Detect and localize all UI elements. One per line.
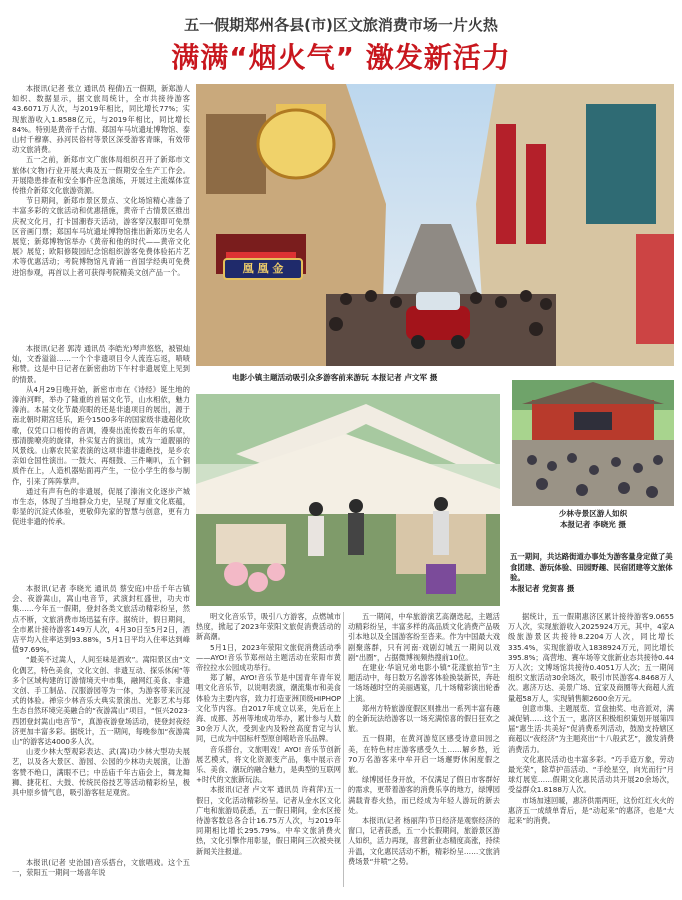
main-photo-caption: 电影小镇主题活动吸引众多游客前来游玩 本报记者 卢文军 摄 [232,373,438,382]
shaolin-temple-photo [512,380,674,506]
shop-sign-text: 凰 凰 金 [242,262,284,275]
paragraph: 本报讯(记者 史治国)音乐搭台，文旅唱戏。这个五一，荥阳五一期间一场喜年说 [12,858,190,878]
paragraph: 文化惠民活动也丰富多彩。“巧手造万象，劳动最光荣”，除草护苗活动、“手绘星空，向光而行”月球灯展览……假期文化惠民活动共开展20余场次，受益群众1.8188万人次。 [508,754,674,795]
paragraph: 本报讯(记者 杨丽萍)节日经济是观察经济的窗口，记者获悉，五一小长假期间，旅游景区游人如织，活力再现，喜营新业态精度高涨，持续升温，文化惠民活动不断，精彩纷呈……文旅消费场景“井喷”之势。 [348,816,500,866]
article-dengfeng [12,584,190,854]
paragraph: 本报讯(记者 张立 通讯员 程倩)五一假期，新郑游人如织、数据显示，据文旅局统计，全市共接待游客43.6071万人次，与2019年相比，同比增长77%；实现旅游收入1.8588亿元，与2019年相比，同比增长84%。特别是黄帝千古情、郑国车马坑遗址博物馆、泰山村千穆寨、孙河民俗村等景区深受游客青睐，有效带动文旅消费。 [12,84,190,155]
street-scene-illustration [196,84,674,366]
paragraph: 创意市集、主题展览、宣盘抽奖、电音派对，满减促销……这个五一，惠济区积极组织策划开展第四届“惠生活·共美好”促消费系列活动，鼓励支持辖区商超以“夜经济”为主题亮出“十八般武艺”，激发消费消费活力。 [508,703,674,754]
paragraph: 郑了解，AYO!音乐节是中国青年青年说唱文化音乐节，以说唱表演，潮流集市和美食体验为主要内容，致力打造亚洲顶级HIPHOP文化节内容。自2017年成立以来，先后在上海、成都、苏州等地成功举办，累计参与人数30余万人次，受到业内及粉丝高度肯定与认同，已成为中国标杆型原创嘻哈音乐品牌。 [196,673,341,744]
temple-crowd-illustration [512,380,674,506]
paragraph: 从4月29日晚开始，新密市市在《诗经》诞生地的溱洧河畔，举办了隆重的首届文化节，山水相依，魅力溱洧。本届文化节最亮眼的还是非遗项目的展出，源于南北朝时期宫廷乐，距今1500多年的国家级非遗超化吹歌，仅凭口口相传的音调，漫奏出流传数百年的乐章，那清脆嘹亮的旋律，朴实复古的演出，成为一道靓丽的风景线。山寨农民家表演的这项非遗非遗绝技，是乡农亲如仓国性演出。一鼓大、再细鼓、三件喇叭，五个铜质件在上，人造机器贴面再产生，一位小学生的参与制作，引来了阵阵掌声。 [12,384,190,486]
article-huiji [508,612,674,892]
paragraph: 本报讯(记者 郭涛 通讯员 李皓光)琴声悠悠，被银灿灿，文香溢溢……一个个非遗项目令人流连忘返，啧啧称赞。这是中日记者在新密曲坊下午村非遗展览上见到的情景。 [12,344,190,384]
paragraph: 在建业·华谊兄弟电影小镇“花漾旅拍节”主题活动中，每日数万名游客体验换装新民，奔赴一场场越时空的美丽遇宴，几十场精彩演出轮番上演。 [348,663,500,703]
column-divider [343,612,344,887]
main-photo-movie-town [196,84,674,366]
article-xingyang-start [12,858,190,880]
paragraph: 本报讯(记者 李晓光 通讯员 蔡安庭)中岳千年古镇会、夜游嵩山，嵩山电音节，武演封杠盛世，功夫市集……今年五一假期，登封各类文旅活动精彩纷呈，然点不断，文旅消费市场迅猛有序。据统计，假日期间，全市累计接待游客149万人次，4月30日至5月2日，酒店平均入住率达到93.88%，5月1日平均入住率达到峰值97.69%。 [12,584,190,655]
paragraph: 明文化音乐节，吸引八方游客，点燃城市热度，掀起了2023年荥阳文旅促消费活动的新高潮。 [196,612,341,642]
paragraph: 据统计，五一假期惠济区累计接待游客9.0655万人次，实现旅游收入2025924万元，其中，4家A级旅游景区共接待8.2204万人次，同比增长335.4%，实现旅游收入1838924万元，同比增长395.8%；高营地、赛车场等文旅新业态共接待0.44万人次；文博场馆共接待0.4051万人次；五一期间组织文旅活动30余场次，吸引市民游客4.8468万人次。惠济万达、美景广场、宜家及商圈等大商超人流量超58万人，实现销售额2600余万元。 [508,612,674,703]
article-zhongmu [348,612,500,892]
camping-scene-illustration [196,394,500,606]
paragraph: “最美不过嵩人，人间至味是酒欢”。嵩阳景区由“文化偶艺，特色美食，文化文创、非遗互动、探乐休闲”等多个区域构建的订游情境天中市集，融网红美食、非遗文创、手工制品、汉服游园等为一体，为游客带来沉浸式的体验。禅宗少林音乐大典实景演出、光影艺术与郑生态自然环境完美融合的“夜游嵩山”项目，“恒兴2023·西团登封嵩山电音节”，真游夜游登场活动，使登封夜经济更加丰富多彩。据统计，五一期间，每晚参加“夜游嵩山”的游客达4000多人次。 [12,655,190,747]
article-jinshui [196,612,341,892]
headline: 满满“烟火气” 激发新活力 [171,41,511,74]
paragraph: 通过有声有色的非遗展，促展了溱洧文化逐步产城市生态，体现了当地群众力史，呈现了厚重文化底蕴，彰显的沉淀式体验，更敬仰先家的智慧与创意，更有力促进非遗的传承。 [12,486,190,527]
paragraph: 5月1日，2023年荥阳文旅促消费活动季——AYO!音乐节郑州站主题活动在荥阳市黄帝拉拉水公园成功举行。 [196,642,341,673]
article-xinzheng [12,84,190,342]
tent-camping-photo [196,394,500,606]
kicker-title: 五一假期郑州各县(市)区文旅消费市场一片火热 [184,16,498,34]
paragraph: 本报讯(记者 卢文军 通讯员 许莉萍)五一假日，文化活动精彩纷呈。记者从金水区文化广电和旅游局获悉，五一假日期间，金水区接待游客数总各合计16.75万人次，与2019年同期相比增长295.79%。中牟文旅消费火热，文化引擎作用彰显，假日期间三次被央视新闻关注报道。 [196,785,341,856]
paragraph: 节日期间，新郑市景区景点、文化场馆精心准备了丰富多彩的文旅活动和优惠措施，黄帝千古情景区推出庆祝文化月，打卡国潮春天活动，游客穿汉服即可免票区音画门票；郑国车马坑遗址博物馆推出新郑历史名人展览；新郑博物馆举办《黄帝和他的时代——黄帝文化展》展览；欧阳修陵园纪念馆组织游客免费体验拓片艺术等优惠活动；考院博物馆凡青涌一首国学经典可免费进馆参观，再首以上者可获得考院精美文创产品一个。 [12,196,190,277]
temple-photo-caption: 少林寺景区游人如织 本报记者 李晓光 摄 [558,509,628,529]
article-xinmi [12,344,190,538]
paragraph: 市场加速回暖，惠济供需两旺，这份红红火火的惠济五一成绩单背后，是“动起来”的惠济，也是“大起来”的消费。 [508,795,674,826]
tent-photo-caption: 五一期间，共达路街道办事处为游客量身定做了美食团建、游玩体验、田园野趣、民宿团建等文旅体验。 本报记者 党贺喜 摄 [510,552,673,593]
paragraph: 山麦少林大型观彩表达、武(嵩)功少林大型功夫展艺，以及各大景区、游园、公园的少林功夫展演，让游客赞不绝口，满眼不已；中岳庙千年古庙会上，舞龙舞狮、捷花杠、大鼓、传统民俗技艺等活动精彩纷呈，极具中原乡情气息，吸引游客驻足观赏。 [12,747,190,798]
paragraph: 五一之前，新郑市文广旅体局组织召开了新郑市文旅体(文物)行业开展大典及五一假期安全生产工作会。开展隐患排查和安全事件应急演练，开展过主流媒体宣传推介新郑文化旅游资源。 [12,155,190,196]
paragraph: 五一期间，中牟旅游演艺高潮迭起，主题活动精彩纷呈，丰富多样的高品质文化消费产品吸引本地以及全国游客纷至沓来。作为中国最大戏剧聚落群，只有河南·戏剧幻城五一期间以戏剧“出圈”，占据微博视频热搜前10位。 [348,612,500,662]
paragraph: 绿博园任身开放，不仅满足了假日市客群好的需求，更带着游客的消费乐享的地方，绿博园满载青春火热，而已经成为年轻人游玩的新去处。 [348,775,500,815]
paragraph: 郑州方特旅游度假区则推出一系列丰富有趣的全新玩法给游客以一场充满惊喜的假日狂欢之旅。 [348,703,500,734]
paragraph: 五一假期，在黄河游览区感受诗意田园之美，在特色村庄游客感受久土……解乡愁，近70万名游客来中牟开启一场邂野休闲度假之旅。 [348,734,500,775]
paragraph: 音乐搭台，文旅唱戏！AYO! 音乐节创新展艺模式，将文化资源变产品，集中展示音乐、美食、潮玩的融合魅力，是典型的互联网+时代的文旅新玩法。 [196,744,341,785]
